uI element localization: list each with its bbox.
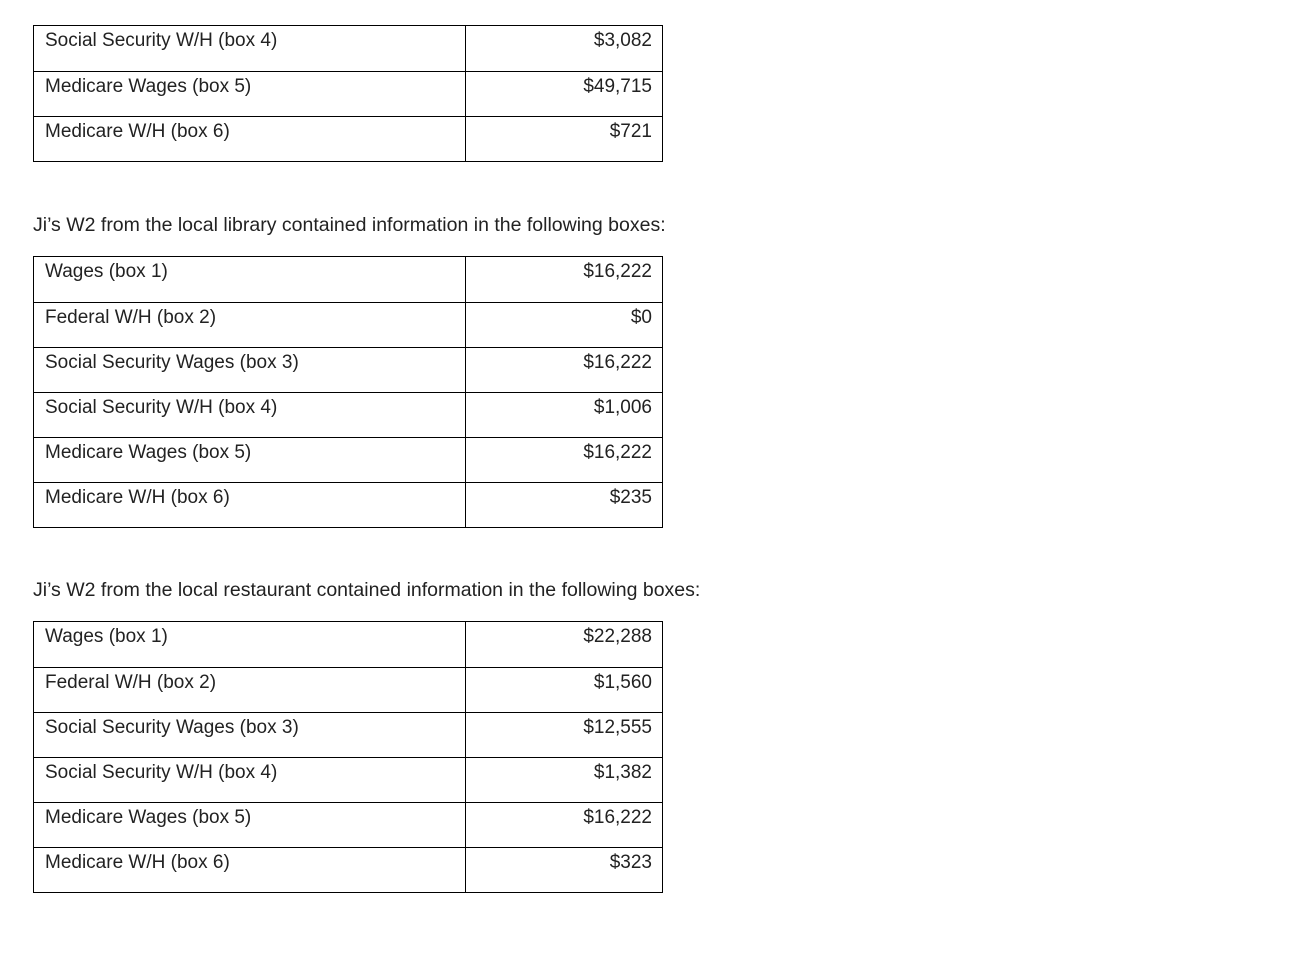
- row-label: Medicare Wages (box 5): [34, 803, 466, 848]
- table-row: [34, 848, 663, 893]
- row-label: Wages (box 1): [34, 257, 466, 303]
- table-row: [34, 758, 663, 803]
- table-row: [34, 668, 663, 713]
- table-row: [34, 803, 663, 848]
- library-intro-text: Ji’s W2 from the local library contained information in the following boxes:: [33, 214, 666, 236]
- table-row: [34, 438, 663, 483]
- row-label: Medicare Wages (box 5): [34, 72, 466, 117]
- table-row: [34, 713, 663, 758]
- row-value: $16,222: [466, 348, 663, 393]
- row-value: $1,382: [466, 758, 663, 803]
- row-value: $1,560: [466, 668, 663, 713]
- row-label: Medicare W/H (box 6): [34, 117, 466, 162]
- table-row: [34, 303, 663, 348]
- table-row: [34, 26, 663, 72]
- table-row: [34, 622, 663, 668]
- w2-table-previous: [33, 25, 663, 162]
- row-label: Medicare W/H (box 6): [34, 483, 466, 528]
- row-label: Social Security Wages (box 3): [34, 713, 466, 758]
- table-row: [34, 348, 663, 393]
- table-row: [34, 257, 663, 303]
- row-label: Social Security W/H (box 4): [34, 758, 466, 803]
- row-value: $0: [466, 303, 663, 348]
- restaurant-intro-text: Ji’s W2 from the local restaurant contained information in the following boxes:: [33, 579, 701, 601]
- table-row: [34, 483, 663, 528]
- row-value: $49,715: [466, 72, 663, 117]
- row-label: Medicare W/H (box 6): [34, 848, 466, 893]
- row-label: Federal W/H (box 2): [34, 668, 466, 713]
- w2-table-restaurant: [33, 621, 663, 893]
- row-value: $16,222: [466, 803, 663, 848]
- row-value: $1,006: [466, 393, 663, 438]
- table-row: [34, 393, 663, 438]
- row-label: Social Security W/H (box 4): [34, 393, 466, 438]
- row-label: Federal W/H (box 2): [34, 303, 466, 348]
- row-value: $323: [466, 848, 663, 893]
- row-label: Medicare Wages (box 5): [34, 438, 466, 483]
- row-value: $12,555: [466, 713, 663, 758]
- row-value: $16,222: [466, 438, 663, 483]
- row-value: $721: [466, 117, 663, 162]
- w2-table-library: [33, 256, 663, 528]
- table-row: [34, 72, 663, 117]
- row-value: $235: [466, 483, 663, 528]
- table-row: [34, 117, 663, 162]
- row-value: $3,082: [466, 26, 663, 72]
- row-label: Social Security W/H (box 4): [34, 26, 466, 72]
- row-value: $16,222: [466, 257, 663, 303]
- row-label: Wages (box 1): [34, 622, 466, 668]
- row-value: $22,288: [466, 622, 663, 668]
- row-label: Social Security Wages (box 3): [34, 348, 466, 393]
